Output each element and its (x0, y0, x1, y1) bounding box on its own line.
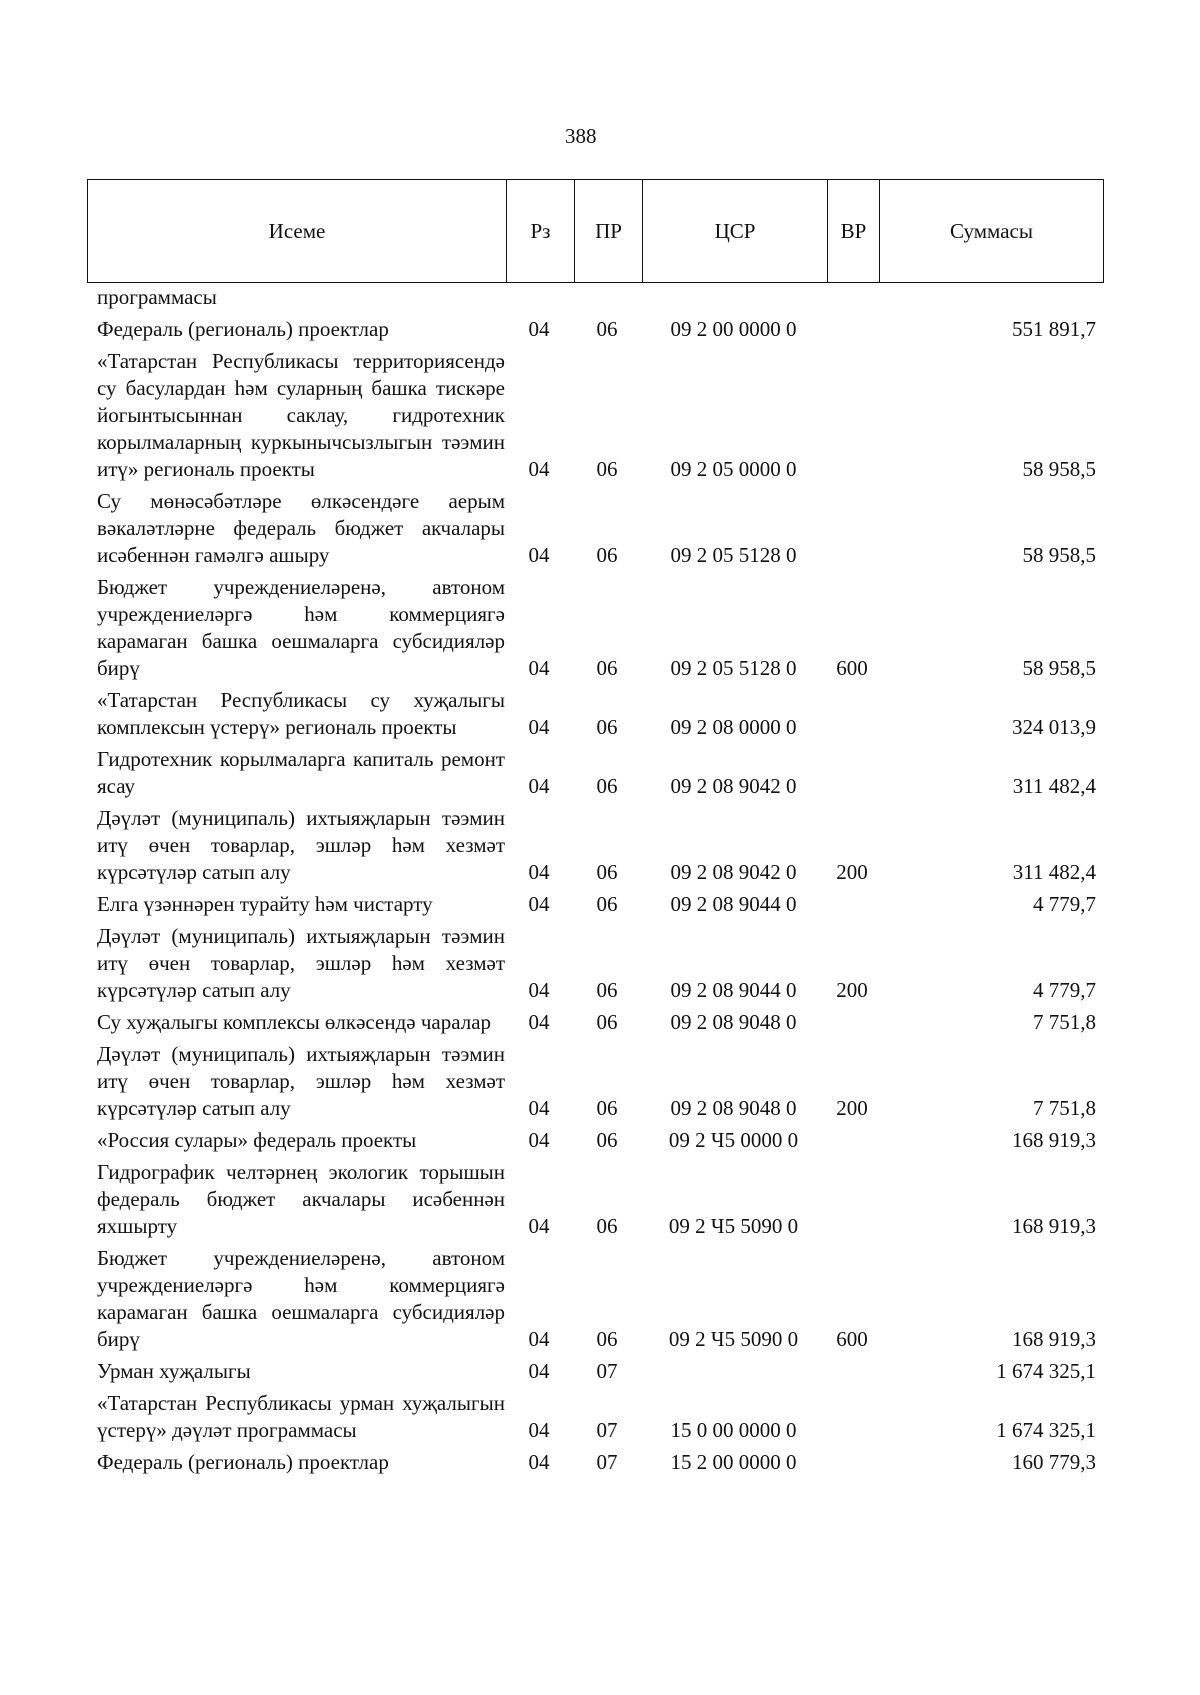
row-rz-cell: 04 (528, 774, 550, 798)
row-pr-cell: 06 (596, 457, 618, 481)
column-header-pr: ПР (575, 180, 643, 282)
row-csr-cell: 09 2 08 0000 0 (670, 715, 797, 739)
row-rz-cell: 04 (528, 1359, 550, 1383)
row-pr-cell: 06 (596, 1128, 618, 1152)
row-pr-cell: 06 (596, 715, 618, 739)
page-number: 388 (565, 124, 597, 148)
row-csr-cell: 15 0 00 0000 0 (670, 1418, 797, 1442)
column-header-vr: ВР (828, 180, 880, 282)
row-name-cell: Дәүләт (муниципаль) ихтыяҗларын тәэмин итү өчен товарлар, эшләр һәм хезмәт күрсәтүләр сатып алу (97, 924, 505, 1002)
row-sum-cell: 4 779,7 (1033, 892, 1096, 916)
row-pr-cell: 06 (596, 892, 618, 916)
row-name-cell: Су хуҗалыгы комплексы өлкәсендә чаралар (97, 1010, 492, 1034)
row-name-cell: Су мөнәсәбәтләре өлкәсендәге аерым вәкаләтләрне федераль бюджет акчалары исәбеннән гамәлгә ашыру (97, 489, 505, 567)
row-vr-cell: 200 (836, 978, 868, 1002)
column-header-sum: Суммасы (950, 218, 1033, 243)
row-csr-cell: 09 2 08 9044 0 (670, 892, 797, 916)
table-row (87, 891, 1104, 918)
row-pr-cell: 07 (596, 1359, 618, 1383)
row-sum-cell: 4 779,7 (1033, 978, 1096, 1002)
row-rz-cell: 04 (528, 1128, 550, 1152)
row-csr-cell: 09 2 Ч5 5090 0 (668, 1327, 799, 1351)
row-name-cell: Урман хуҗалыгы (97, 1359, 251, 1383)
row-sum-cell: 1 674 325,1 (996, 1359, 1096, 1383)
row-rz-cell: 04 (528, 715, 550, 739)
row-csr-cell: 15 2 00 0000 0 (670, 1450, 797, 1474)
row-name-cell: программасы (97, 285, 217, 309)
table-row (87, 488, 1104, 569)
row-csr-cell: 09 2 08 9048 0 (670, 1096, 797, 1120)
row-name-cell: Гидрографик челтәрнең экологик торышын федераль бюджет акчалары исәбеннән яхшырту (97, 1160, 505, 1238)
table-row (87, 1009, 1104, 1036)
row-sum-cell: 58 958,5 (1022, 457, 1096, 481)
row-name-cell: «Татарстан Республикасы урман хуҗалыгын үстерү» дәүләт программасы (97, 1391, 505, 1442)
row-csr-cell: 09 2 05 5128 0 (670, 543, 797, 567)
table-row (87, 1358, 1104, 1385)
row-vr-cell: 600 (836, 1327, 868, 1351)
table-row (87, 1245, 1104, 1353)
table-row (87, 348, 1104, 483)
table-row (87, 1159, 1104, 1240)
table-row (87, 1127, 1104, 1154)
row-sum-cell: 7 751,8 (1033, 1010, 1096, 1034)
row-sum-cell: 160 779,3 (1012, 1450, 1096, 1474)
row-sum-cell: 168 919,3 (1012, 1214, 1096, 1238)
row-pr-cell: 06 (596, 774, 618, 798)
row-csr-cell: 09 2 08 9042 0 (670, 860, 797, 884)
row-rz-cell: 04 (528, 656, 550, 680)
row-pr-cell: 06 (596, 543, 618, 567)
row-pr-cell: 07 (596, 1450, 618, 1474)
row-vr-cell: 200 (836, 1096, 868, 1120)
row-csr-cell: 09 2 05 0000 0 (670, 457, 797, 481)
row-pr-cell: 06 (596, 978, 618, 1002)
row-sum-cell: 58 958,5 (1022, 656, 1096, 680)
row-pr-cell: 06 (596, 1327, 618, 1351)
row-rz-cell: 04 (528, 1096, 550, 1120)
row-pr-cell: 06 (596, 1010, 618, 1034)
row-name-cell: Елга үзәннәрен турайту һәм чистарту (97, 892, 433, 916)
table-row (87, 574, 1104, 682)
row-rz-cell: 04 (528, 1214, 550, 1238)
row-csr-cell: 09 2 08 9044 0 (670, 978, 797, 1002)
row-rz-cell: 04 (528, 317, 550, 341)
row-rz-cell: 04 (528, 1010, 550, 1034)
budget-table-body (87, 284, 1104, 1481)
row-name-cell: Бюджет учреждениеләренә, автоном учреждениеләргә һәм коммерциягә карамаган башка оешмаларга субсидияләр бирү (97, 1246, 505, 1351)
table-row (87, 284, 1104, 311)
row-rz-cell: 04 (528, 457, 550, 481)
row-rz-cell: 04 (528, 543, 550, 567)
table-header (87, 179, 1104, 283)
table-row (87, 1449, 1104, 1476)
row-pr-cell: 06 (596, 656, 618, 680)
row-sum-cell: 7 751,8 (1033, 1096, 1096, 1120)
row-pr-cell: 06 (596, 1214, 618, 1238)
row-pr-cell: 07 (596, 1418, 618, 1442)
row-name-cell: Федераль (региональ) проектлар (97, 1450, 389, 1474)
row-rz-cell: 04 (528, 860, 550, 884)
row-rz-cell: 04 (528, 1327, 550, 1351)
row-sum-cell: 311 482,4 (1012, 860, 1096, 884)
row-sum-cell: 551 891,7 (1012, 317, 1096, 341)
row-sum-cell: 324 013,9 (1012, 715, 1096, 739)
row-rz-cell: 04 (528, 892, 550, 916)
column-header-csr: ЦСР (643, 180, 828, 282)
row-vr-cell: 200 (836, 860, 868, 884)
row-pr-cell: 06 (596, 1096, 618, 1120)
row-csr-cell: 09 2 05 5128 0 (670, 656, 797, 680)
row-name-cell: «Татарстан Республикасы территориясендә су басулардан һәм суларның башка тискәре йогынтысыннан саклау, гидротехник корылмаларның куркынычсызлыгын тәэмин итү» региональ проекты (97, 349, 505, 481)
row-rz-cell: 04 (528, 1418, 550, 1442)
row-sum-cell: 168 919,3 (1012, 1128, 1096, 1152)
row-rz-cell: 04 (528, 1450, 550, 1474)
row-sum-cell: 168 919,3 (1012, 1327, 1096, 1351)
row-rz-cell: 04 (528, 978, 550, 1002)
row-csr-cell: 09 2 00 0000 0 (670, 317, 797, 341)
row-name-cell: Федераль (региональ) проектлар (97, 317, 389, 341)
row-name-cell: «Россия сулары» федераль проекты (97, 1128, 417, 1152)
row-pr-cell: 06 (596, 317, 618, 341)
row-name-cell: Дәүләт (муниципаль) ихтыяҗларын тәэмин итү өчен товарлар, эшләр һәм хезмәт күрсәтүләр сатып алу (97, 1042, 505, 1120)
row-name-cell: «Татарстан Республикасы су хуҗалыгы комплексын үстерү» региональ проекты (97, 688, 505, 739)
table-row (87, 687, 1104, 741)
row-csr-cell: 09 2 08 9048 0 (670, 1010, 797, 1034)
table-row (87, 923, 1104, 1004)
row-sum-cell: 1 674 325,1 (996, 1418, 1096, 1442)
table-row (87, 746, 1104, 800)
row-csr-cell: 09 2 08 9042 0 (670, 774, 797, 798)
row-pr-cell: 06 (596, 860, 618, 884)
table-row (87, 1041, 1104, 1122)
row-csr-cell: 09 2 Ч5 0000 0 (668, 1128, 799, 1152)
row-name-cell: Гидротехник корылмаларга капиталь ремонт ясау (97, 747, 505, 798)
row-name-cell: Дәүләт (муниципаль) ихтыяҗларын тәэмин итү өчен товарлар, эшләр һәм хезмәт күрсәтүләр сатып алу (97, 806, 505, 884)
column-header-rz: Рз (507, 180, 575, 282)
row-sum-cell: 58 958,5 (1022, 543, 1096, 567)
row-vr-cell: 600 (836, 656, 868, 680)
row-csr-cell: 09 2 Ч5 5090 0 (668, 1214, 799, 1238)
table-row (87, 316, 1104, 343)
table-row (87, 1390, 1104, 1444)
row-sum-cell: 311 482,4 (1012, 774, 1096, 798)
row-name-cell: Бюджет учреждениеләренә, автоном учреждениеләргә һәм коммерциягә карамаган башка оешмаларга субсидияләр бирү (97, 575, 505, 680)
column-header-name: Исеме (88, 180, 507, 282)
table-row (87, 805, 1104, 886)
